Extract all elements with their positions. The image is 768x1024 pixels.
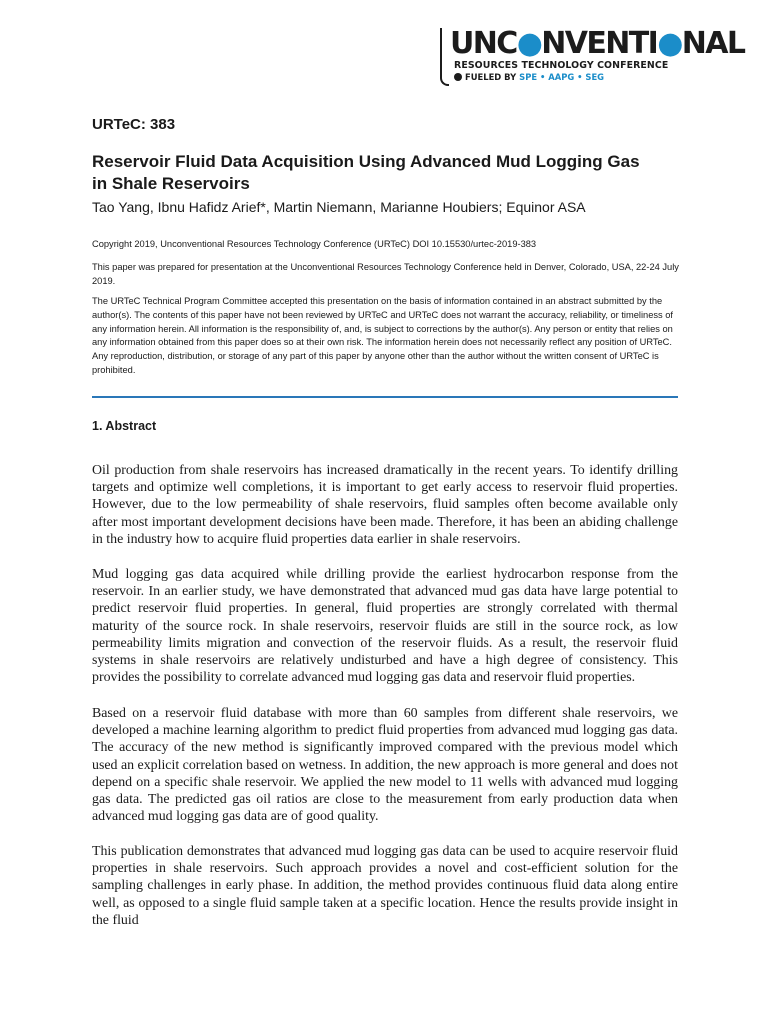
presentation-notice: This paper was prepared for presentation at the Unconventional Resources Technology Conference held in Denver, Colorado, USA, 22-24 July 2019. [92,262,679,286]
logo-fueled-by [454,72,604,82]
fuel-icon [454,73,462,81]
urtec-logo [440,24,745,90]
copyright-notice: Copyright 2019, Unconventional Resources Technology Conference (URTeC) DOI 10.15530/urtec-2019-383 [92,239,537,249]
section-divider [92,396,678,398]
fueled-by-label: FUELED BY [465,72,517,82]
abstract-paragraph-1: Oil production from shale reservoirs has increased dramatically in the recent years. To identify drilling targets and optimize well completions, it is important to get early access to reservoir fluid properties. However, due to the low permeability of shale reservoirs, fluid samples often become available only after most important development decisions have been made. Therefore, it has been an abiding challenge in the industry how to acquire fluid properties data earlier in shale reservoirs. [92,463,678,547]
logo-bracket-mark [440,28,449,86]
author-list: Tao Yang, Ibnu Hafidz Arief*, Martin Niemann, Marianne Houbiers; Equinor ASA [92,199,586,215]
paper-title [92,151,692,195]
drop-icon-2: ● [657,26,682,61]
drop-icon: ● [516,26,542,61]
partners-label: SPE • AAPG • SEG [519,72,605,82]
abstract-heading: 1. Abstract [92,419,157,433]
abstract-paragraph-2: Mud logging gas data acquired while drilling provide the earliest hydrocarbon response from the reservoir. In an earlier study, we have demonstrated that advanced mud gas data have large potential to predict reservoir fluid properties. In general, fluid properties are strongly correlated with thermal maturity of the source rock. In shale reservoirs, reservoir fluids are still in the source rock, as low permeability limits migration and convection of the reservoir fluids. As a result, the reservoir fluid systems in shale reservoirs are relatively undisturbed and have a high degree of consistency. This provides the possibility to correlate advanced mud logging gas data and reservoir fluid properties. [92,567,678,686]
abstract-paragraph-4: This publication demonstrates that advanced mud logging gas data can be used to acquire reservoir fluid properties in shale reservoirs. Such approach provides a novel and cost-efficient solution for the sampling challenges in early phase. In addition, the method provides continuous fluid data along entire well, as opposed to a single fluid sample taken at a specific location. Hence the results provide insight in the fluid [92,844,678,928]
abstract-paragraph-3: Based on a reservoir fluid database with more than 60 samples from different shale reservoirs, we developed a machine learning algorithm to predict fluid properties from advanced mud logging gas data. The accuracy of the new method is significantly improved compared with the previous model which used an explicit correlation based on wetness. In addition, the new approach is more general and does not depend on a specific shale reservoir. We applied the new model to 11 wells with advanced mud logging gas data. The predicted gas oil ratios are close to the measurement from early production data when advanced mud logging gas data are of good quality. [92,706,678,825]
paper-id: URTeC: 383 [92,116,176,133]
disclaimer-notice: The URTeC Technical Program Committee accepted this presentation on the basis of information contained in an abstract submitted by the author(s). The contents of this paper have not been reviewed by URTeC and URTeC does not warrant the accuracy, reliability, or timeliness of any information herein. All information is the responsibility of, and, is subject to corrections by the author(s). Any person or entity that relies on any information obtained from this paper does so at their own risk. The information herein does not necessarily reflect any position of URTeC. Any reproduction, distribution, or storage of any part of this paper by anyone other than the author without the written consent of URTeC is prohibited. [92,296,674,375]
logo-title: UNC●NVENTI●NAL [450,26,745,61]
paper-title-line-1: Reservoir Fluid Data Acquisition Using Advanced Mud Logging Gas [92,152,640,171]
logo-subtitle: RESOURCES TECHNOLOGY CONFERENCE [454,60,669,71]
paper-title-line-2: in Shale Reservoirs [92,174,250,193]
